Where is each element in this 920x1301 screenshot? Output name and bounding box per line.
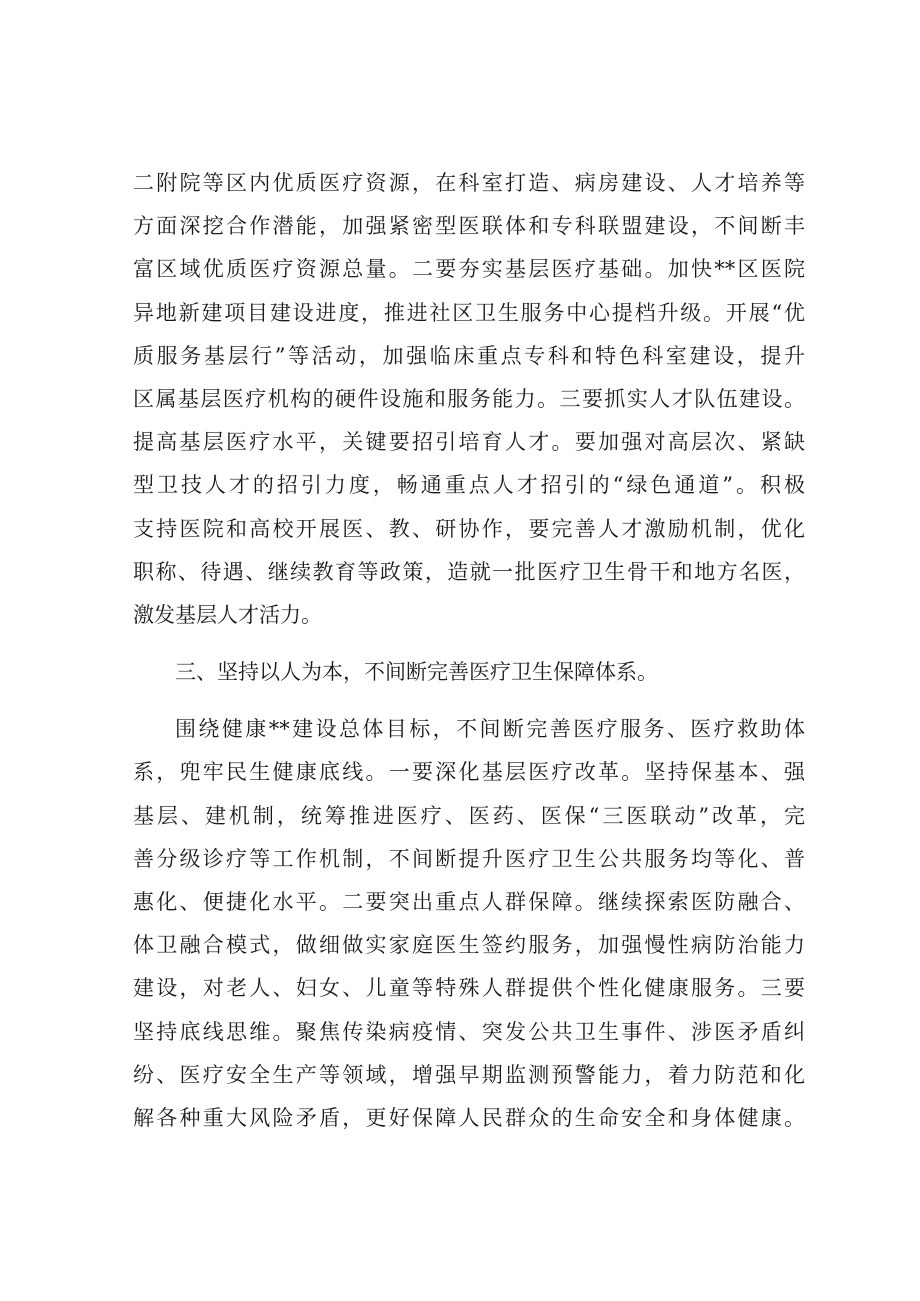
text-line: 区属基层医疗机构的硬件设施和服务能力。三要抓实人才队伍建设。	[133, 386, 805, 411]
text-line: 善分级诊疗等工作机制，不间断提升医疗卫生公共服务均等化、普	[133, 846, 805, 871]
text-line: 系，兜牢民生健康底线。一要深化基层医疗改革。坚持保基本、强	[133, 760, 805, 785]
text-line: 方面深挖合作潜能，加强紧密型医联体和专科联盟建设，不间断丰	[133, 214, 805, 239]
text-line: 惠化、便捷化水平。二要突出重点人群保障。继续探索医防融合、	[133, 890, 805, 914]
text-line: 异地新建项目建设进度，推进社区卫生服务中心提档升级。开展“优	[133, 300, 805, 325]
text-line: 职称、待遇、继续教育等政策，造就一批医疗卫生骨干和地方名医，	[133, 559, 805, 584]
document-body	[133, 162, 805, 1140]
text-line: 体卫融合模式，做细做实家庭医生签约服务，加强慢性病防治能力	[133, 933, 805, 958]
section-heading: 三、坚持以人为本，不间断完善医疗卫生保障体系。	[175, 660, 658, 685]
text-line: 激发基层人才活力。	[133, 602, 322, 627]
text-line: 围绕健康**建设总体目标，不间断完善医疗服务、医疗救助体	[175, 717, 805, 742]
text-line: 建设，对老人、妇女、儿童等特殊人群提供个性化健康服务。三要	[133, 976, 805, 1001]
text-line: 纷、医疗安全生产等领域，增强早期监测预警能力，着力防范和化	[133, 1062, 805, 1087]
text-line: 支持医院和高校开展医、教、研协作，要完善人才激励机制，优化	[133, 516, 805, 541]
text-line: 二附院等区内优质医疗资源，在科室打造、病房建设、人才培养等	[133, 171, 805, 195]
text-line: 富区域优质医疗资源总量。二要夯实基层医疗基础。加快**区医院	[133, 257, 805, 282]
paragraph	[133, 708, 805, 1140]
text-line: 质服务基层行”等活动，加强临床重点专科和特色科室建设，提升	[133, 343, 805, 368]
text-line: 基层、建机制，统筹推进医疗、医药、医保“三医联动”改革，完	[133, 803, 805, 828]
text-line: 坚持底线思维。聚焦传染病疫情、突发公共卫生事件、涉医矛盾纠	[133, 1019, 805, 1044]
paragraph-continued	[133, 162, 805, 637]
text-line: 型卫技人才的招引力度，畅通重点人才招引的“绿色通道”。积极	[133, 473, 805, 498]
text-line: 提高基层医疗水平，关键要招引培育人才。要加强对高层次、紧缺	[133, 430, 805, 455]
text-line: 解各种重大风险矛盾，更好保障人民群众的生命安全和身体健康。	[133, 1105, 805, 1130]
